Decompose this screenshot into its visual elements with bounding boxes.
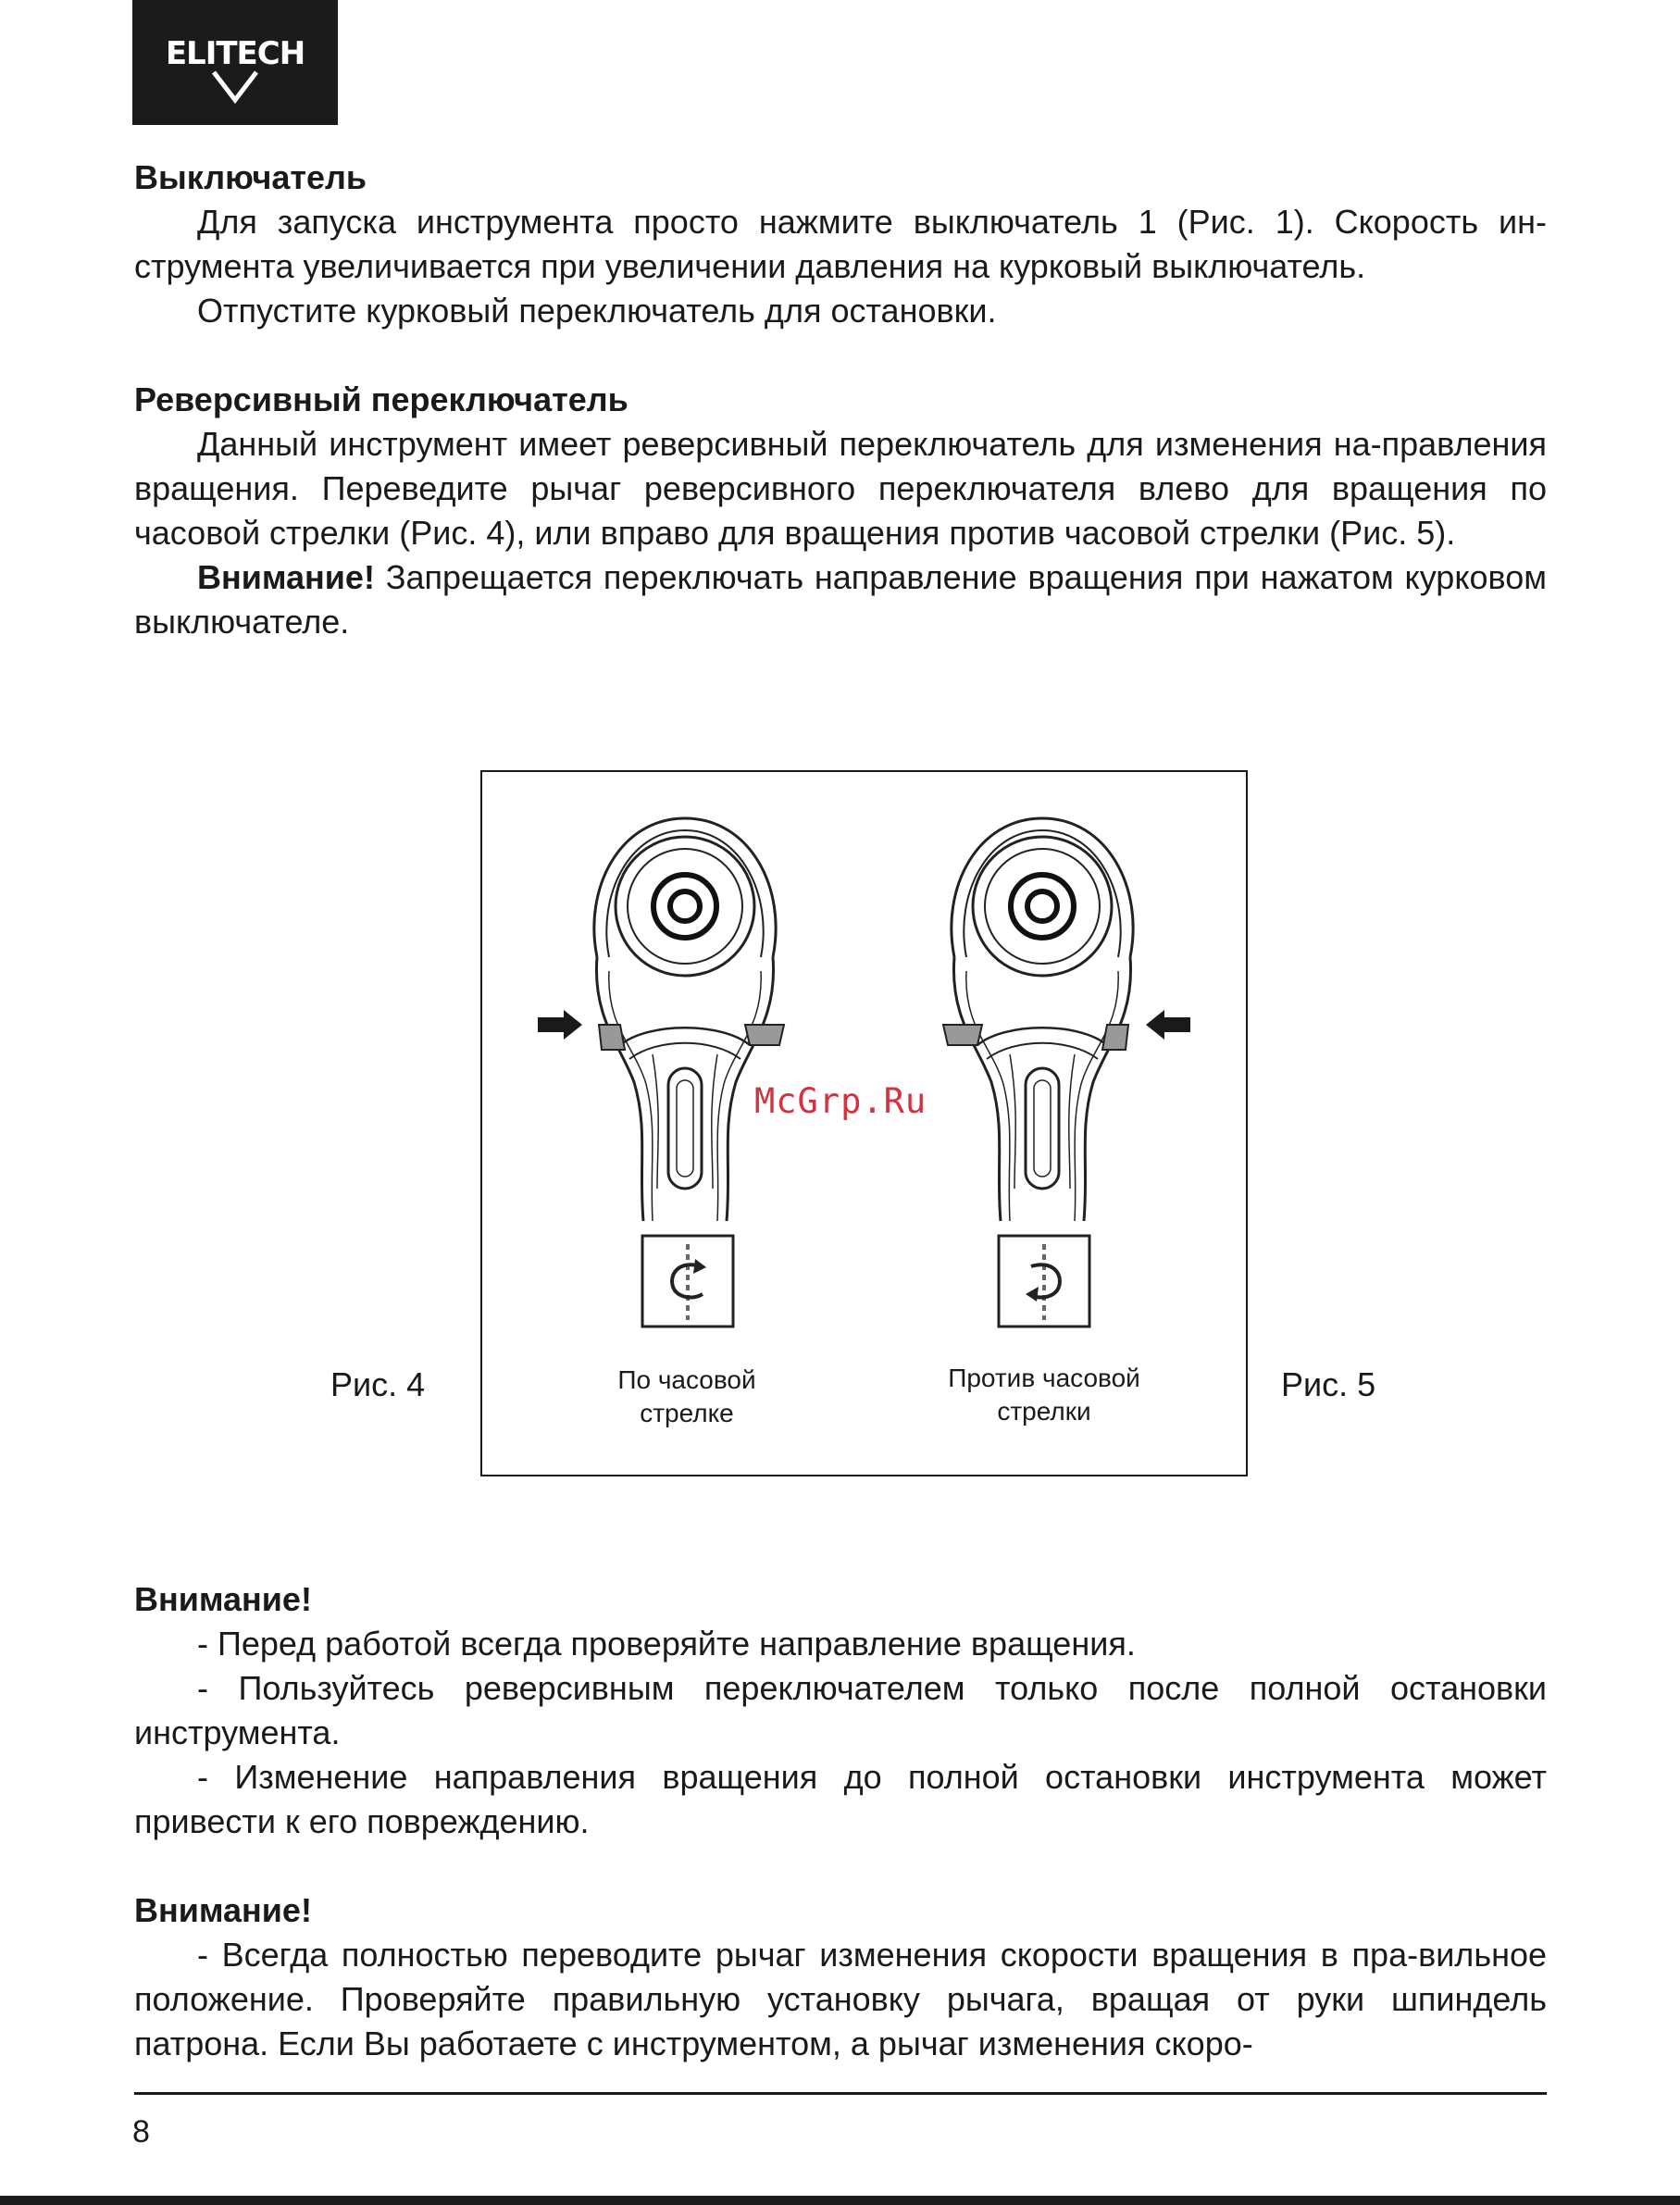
paragraph: Отпустите курковый переключатель для остановки. <box>197 292 997 330</box>
page-content-bottom <box>134 1577 1547 2066</box>
caption-counterclockwise: Против часовой стрелки <box>948 1364 1140 1426</box>
drill-right <box>943 818 1133 1221</box>
footer-divider <box>134 2092 1547 2095</box>
section-heading-warning: Внимание! <box>134 1580 312 1618</box>
page-number: 8 <box>132 2114 150 2149</box>
warning-paragraph <box>134 555 1547 644</box>
figure-reverse-switch <box>480 770 1248 1476</box>
figure-label-4: Рис. 4 <box>330 1365 426 1403</box>
brand-logo <box>132 0 338 125</box>
paragraph: Данный инструмент имеет реверсивный переключатель для изменения на-правления вращения. Переведите рычаг реверсивного переключателя влево для вращения по часовой стрелки (Рис. 4), или вправо для вращения против часовой стрелки (Рис. 5). <box>134 425 1547 552</box>
section-heading-switch: Выключатель <box>134 158 367 196</box>
arrow-right-icon <box>538 1010 582 1040</box>
paragraph: - Всегда полностью переводите рычаг изменения скорости вращения в пра-вильное положение. Проверяйте правильную установку рычага, вращая от руки шпиндель патрона. Если Вы работаете с инструментом, а рычаг изменения скоро- <box>134 1936 1547 2062</box>
warning-label: Внимание! <box>197 558 375 596</box>
list-item: - Пользуйтесь реверсивным переключателем только после полной остановки инструмента. <box>134 1669 1547 1751</box>
paragraph: Для запуска инструмента просто нажмите выключатель 1 (Рис. 1). Скорость ин-струмента увеличивается при увеличении давления на курковый выключатель. <box>134 203 1547 285</box>
warning-text: Запрещается переключать направление вращения при нажатом курковом выключателе. <box>134 558 1547 641</box>
drill-left <box>594 818 784 1221</box>
figure-label-5: Рис. 5 <box>1281 1365 1376 1403</box>
watermark: McGrp.Ru <box>754 1081 927 1121</box>
clockwise-rotation-icon <box>642 1236 733 1327</box>
bottom-edge-bar <box>0 2196 1680 2205</box>
section-heading-reverse-switch: Реверсивный переключатель <box>134 380 628 418</box>
arrow-left-icon <box>1146 1010 1190 1040</box>
caption-clockwise: По часовой стрелке <box>617 1365 756 1427</box>
counterclockwise-rotation-icon <box>999 1236 1089 1327</box>
list-item: - Изменение направления вращения до полной остановки инструмента может привести к его повреждению. <box>134 1758 1547 1840</box>
logo-text: ELITECH <box>165 35 305 72</box>
page-content-top <box>134 156 1547 644</box>
list-item: - Перед работой всегда проверяйте направление вращения. <box>197 1625 1136 1663</box>
section-heading-warning-2: Внимание! <box>134 1891 312 1929</box>
